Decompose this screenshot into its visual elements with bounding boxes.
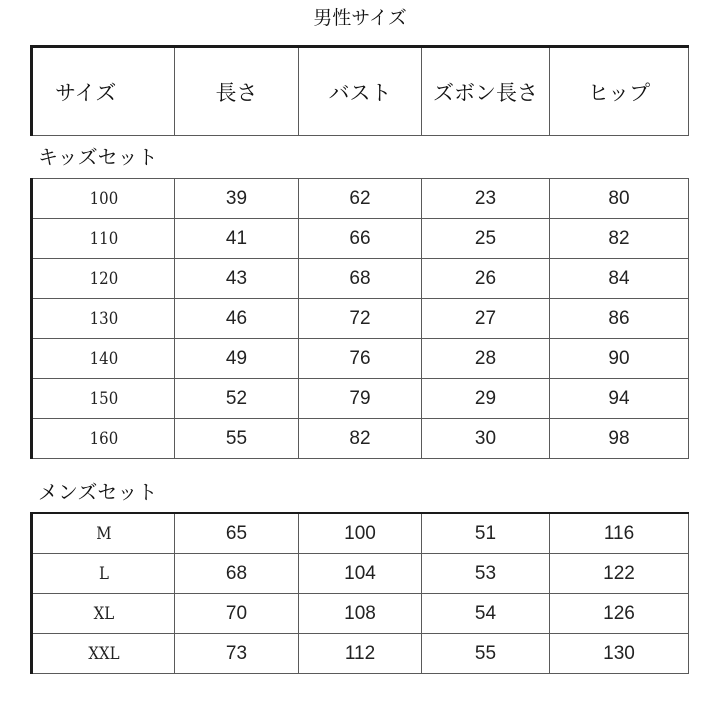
table-row xyxy=(32,259,689,299)
cell-size: 160 xyxy=(40,419,166,459)
cell-size: 120 xyxy=(40,259,166,299)
table-row xyxy=(32,513,689,554)
cell-bust: 62 xyxy=(299,179,422,219)
cell-hip: 130 xyxy=(550,634,689,674)
cell-size: XXL xyxy=(40,634,166,674)
cell-hip: 82 xyxy=(550,219,689,259)
cell-pants-length: 53 xyxy=(422,554,550,594)
cell-size: XL xyxy=(40,594,166,634)
cell-size: M xyxy=(40,513,166,554)
table-row xyxy=(32,594,689,634)
table-row xyxy=(32,219,689,259)
cell-pants-length: 29 xyxy=(422,379,550,419)
cell-length: 70 xyxy=(175,594,299,634)
cell-hip: 80 xyxy=(550,179,689,219)
cell-length: 39 xyxy=(175,179,299,219)
cell-hip: 90 xyxy=(550,339,689,379)
cell-length: 55 xyxy=(175,419,299,459)
mens-size-table xyxy=(30,512,689,674)
cell-size: 150 xyxy=(40,379,166,419)
cell-hip: 122 xyxy=(550,554,689,594)
header-row xyxy=(32,47,689,136)
cell-hip: 126 xyxy=(550,594,689,634)
cell-pants-length: 23 xyxy=(422,179,550,219)
cell-pants-length: 26 xyxy=(422,259,550,299)
cell-hip: 116 xyxy=(550,513,689,554)
cell-size: 100 xyxy=(40,179,166,219)
cell-pants-length: 51 xyxy=(422,513,550,554)
cell-length: 73 xyxy=(175,634,299,674)
header-table xyxy=(30,45,689,136)
cell-size: L xyxy=(40,554,166,594)
cell-bust: 108 xyxy=(299,594,422,634)
cell-hip: 84 xyxy=(550,259,689,299)
cell-hip: 98 xyxy=(550,419,689,459)
table-row xyxy=(32,419,689,459)
cell-bust: 100 xyxy=(299,513,422,554)
table-row xyxy=(32,554,689,594)
table-row xyxy=(32,179,689,219)
cell-length: 65 xyxy=(175,513,299,554)
cell-pants-length: 30 xyxy=(422,419,550,459)
cell-pants-length: 25 xyxy=(422,219,550,259)
cell-length: 52 xyxy=(175,379,299,419)
cell-bust: 66 xyxy=(299,219,422,259)
cell-bust: 79 xyxy=(299,379,422,419)
cell-bust: 82 xyxy=(299,419,422,459)
cell-bust: 68 xyxy=(299,259,422,299)
cell-bust: 72 xyxy=(299,299,422,339)
cell-length: 43 xyxy=(175,259,299,299)
cell-pants-length: 54 xyxy=(422,594,550,634)
cell-hip: 94 xyxy=(550,379,689,419)
header-pants-length: ズボン長さ xyxy=(422,47,550,136)
cell-pants-length: 27 xyxy=(422,299,550,339)
cell-length: 68 xyxy=(175,554,299,594)
cell-size: 110 xyxy=(40,219,166,259)
cell-length: 41 xyxy=(175,219,299,259)
table-row xyxy=(32,299,689,339)
header-bust: バスト xyxy=(299,47,422,136)
cell-bust: 104 xyxy=(299,554,422,594)
kids-size-table xyxy=(30,178,689,459)
header-size: サイズ xyxy=(32,47,175,136)
cell-size: 140 xyxy=(40,339,166,379)
cell-bust: 112 xyxy=(299,634,422,674)
section-label-mens: メンズセット xyxy=(38,480,158,504)
cell-pants-length: 28 xyxy=(422,339,550,379)
cell-size: 130 xyxy=(40,299,166,339)
section-label-kids: キッズセット xyxy=(38,145,158,169)
cell-pants-length: 55 xyxy=(422,634,550,674)
cell-length: 49 xyxy=(175,339,299,379)
cell-length: 46 xyxy=(175,299,299,339)
cell-hip: 86 xyxy=(550,299,689,339)
page-title: 男性サイズ xyxy=(313,7,407,29)
header-length: 長さ xyxy=(175,47,299,136)
table-row xyxy=(32,634,689,674)
header-hip: ヒップ xyxy=(550,47,689,136)
table-row xyxy=(32,379,689,419)
table-row xyxy=(32,339,689,379)
cell-bust: 76 xyxy=(299,339,422,379)
